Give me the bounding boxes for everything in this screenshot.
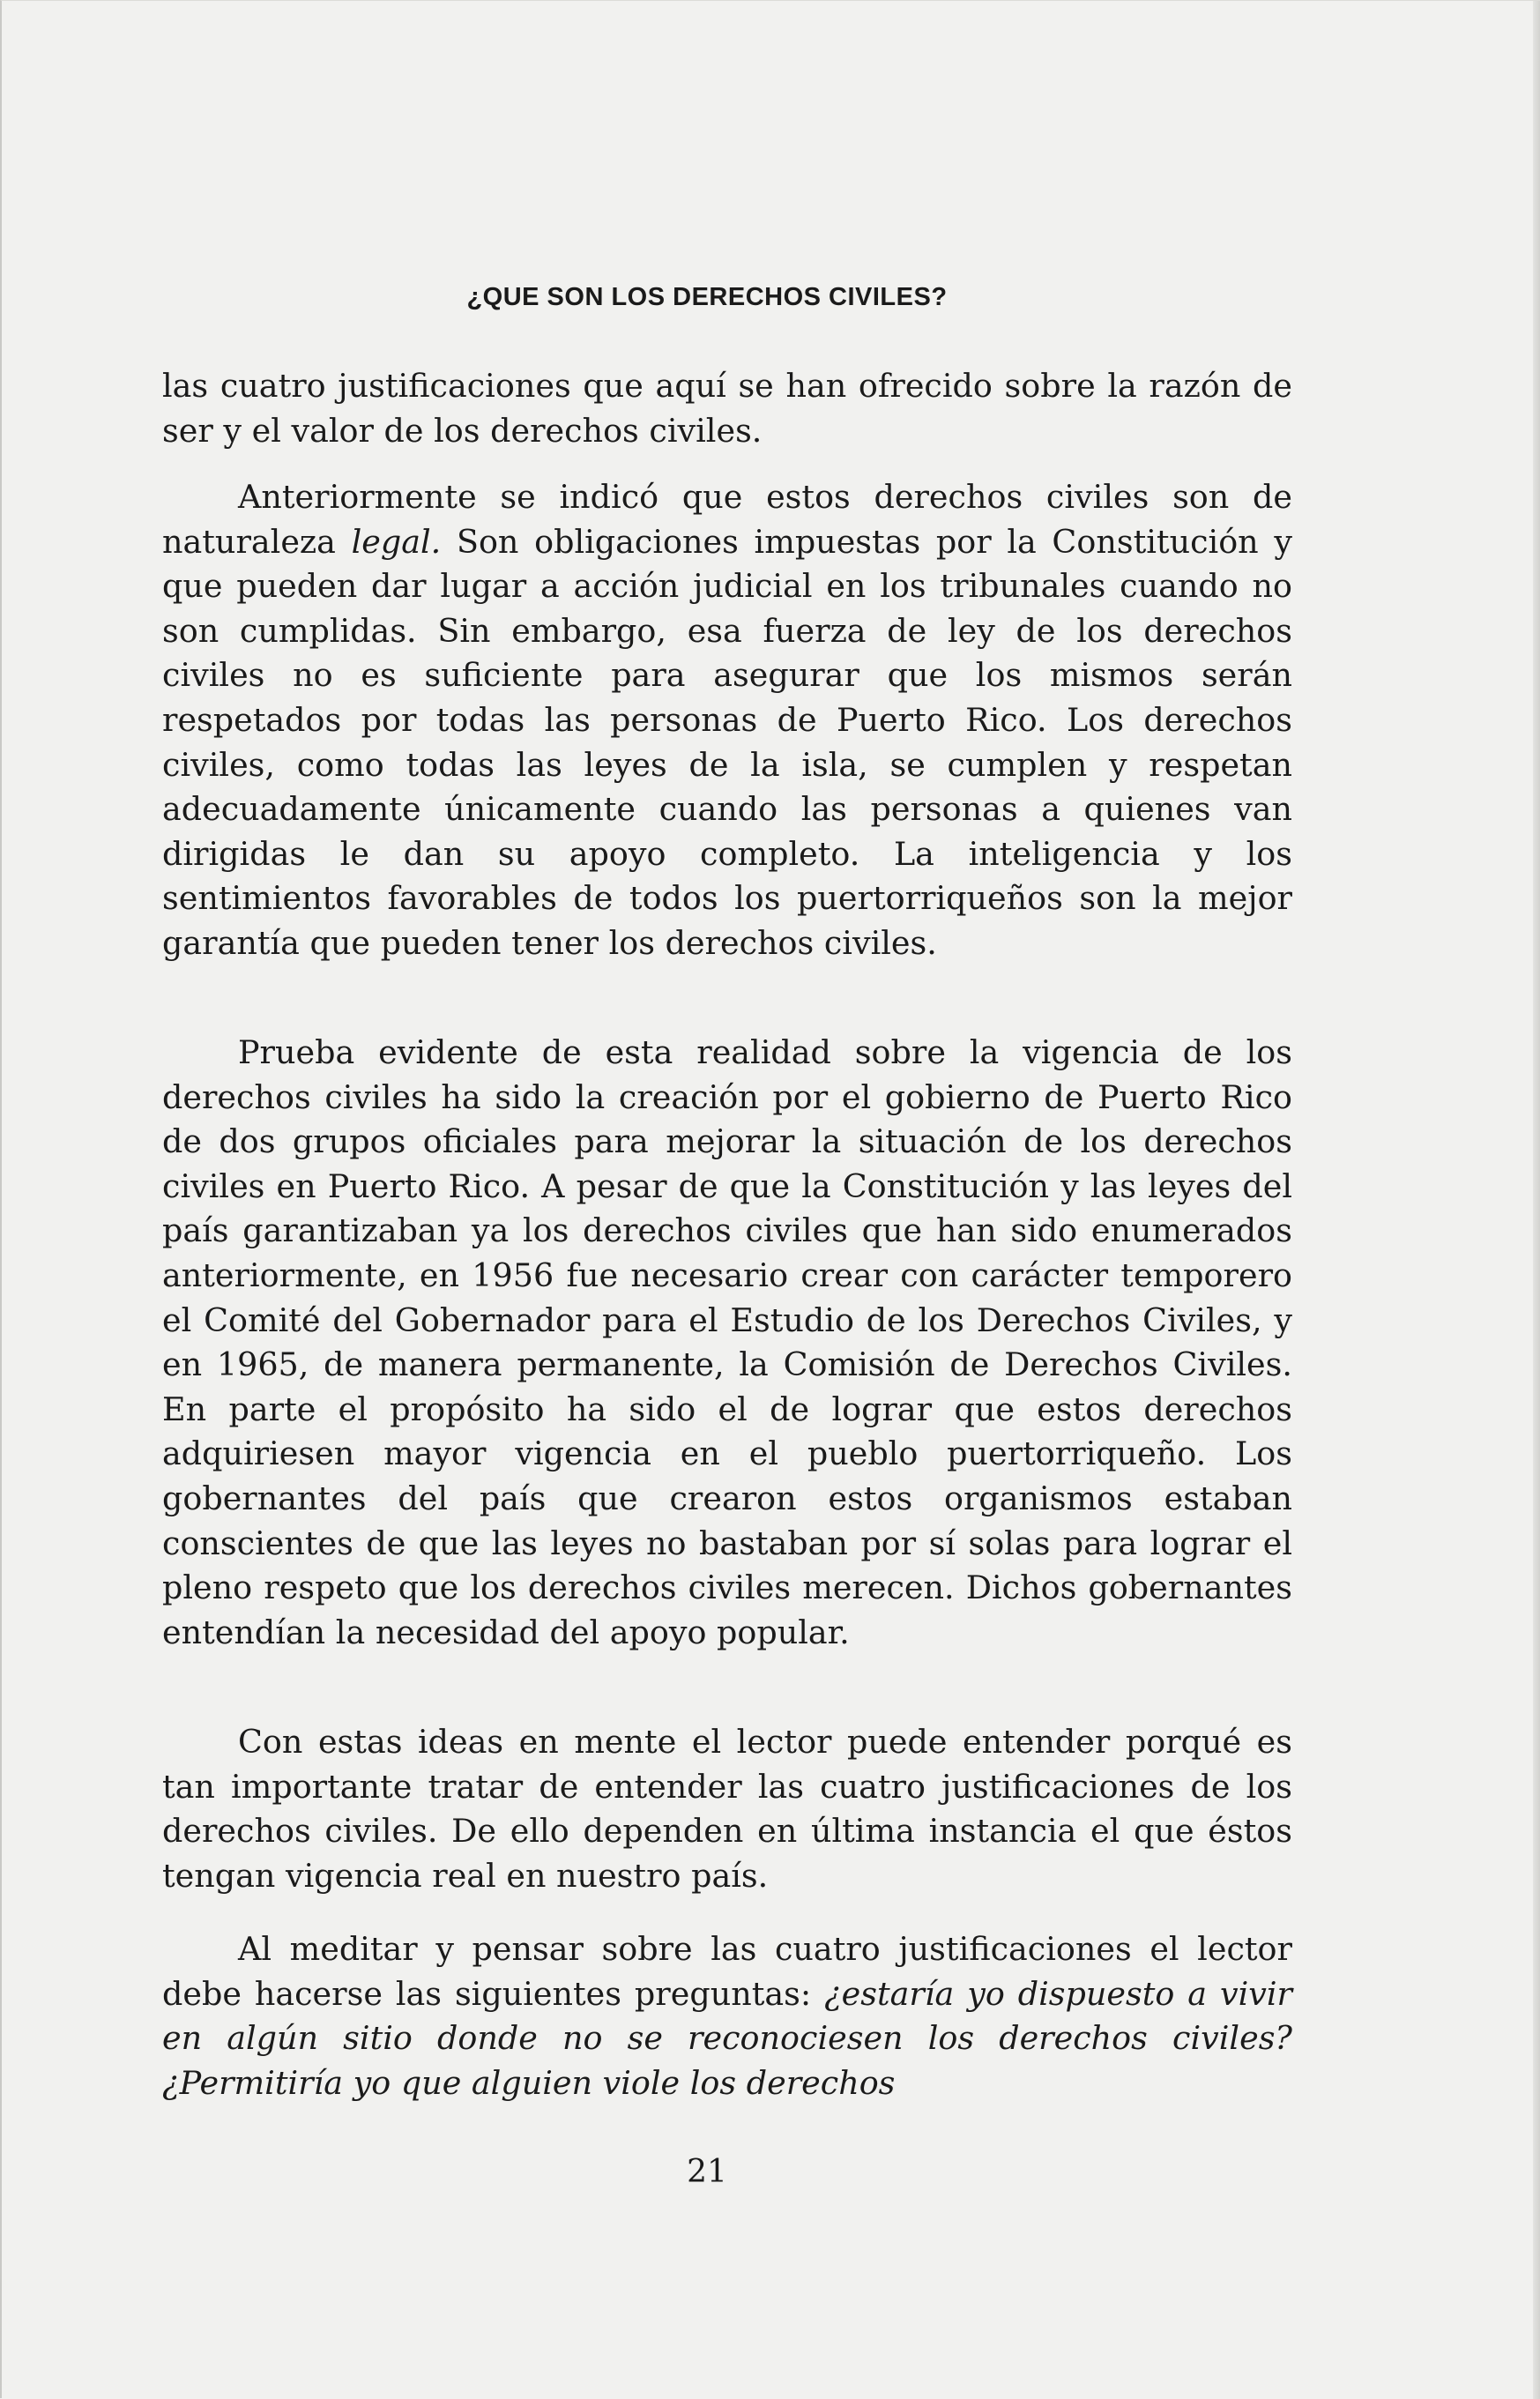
paragraph-2-text-a: Anteriormente se indicó que estos derechos civiles son de naturaleza xyxy=(162,478,1292,561)
paragraph-3-text: Prueba evidente de esta realidad sobre la vigencia de los derechos civiles ha sido la creación por el gobierno de Puerto Rico de dos grupos oficiales para mejorar la situación de los derechos civiles en Puerto Rico. A pesar de que la Constitución y las leyes del país garantizaban ya los derechos civiles que han sido enumerados anteriormente, en 1956 fue necesario crear con carácter temporero el Comité del Gobernador para el Estudio de los Derechos Civiles, y en 1965, de manera permanente, la Comisión de Derechos Civiles. En parte el propósito ha sido el de lograr que estos derechos adquiriesen mayor vigencia en el pueblo puertorriqueño. Los gobernantes del país que crearon estos organismos estaban conscientes de que las leyes no bastaban por sí solas para lograr el pleno respeto que los derechos civiles merecen. Dichos gobernantes entendían la necesidad del apoyo popular. xyxy=(162,1033,1292,1651)
paragraph-1 xyxy=(162,364,1292,453)
paragraph-2-italic: legal. xyxy=(351,522,442,561)
paragraph-4-text: Con estas ideas en mente el lector puede entender porqué es tan importante tratar de entender las cuatro justificaciones de los derechos civiles. De ello dependen en última instancia el que éstos tengan vigencia real en nuestro país. xyxy=(162,1723,1292,1895)
paragraph-5-text: Al meditar y pensar sobre las cuatro justificaciones el lector debe hacerse las siguientes preguntas: xyxy=(162,1930,1292,2013)
paragraph-3 xyxy=(162,1031,1292,1655)
paragraph-2-text-b: Son obligaciones impuestas por la Constitución y que pueden dar lugar a acción judicial en los tribunales cuando no son cumplidas. Sin embargo, esa fuerza de ley de los derechos civiles no es suficiente para asegurar que los mismos serán respetados por todas las personas de Puerto Rico. Los derechos civiles, como todas las leyes de la isla, se cumplen y respetan adecuadamente únicamente cuando las personas a quienes van dirigidas le dan su apoyo completo. La inteligencia y los sentimientos favorables de todos los puertorriqueños son la mejor garantía que pueden tener los derechos civiles. xyxy=(162,522,1292,962)
paragraph-5-italic-questions: ¿estaría yo dispuesto a vivir en algún sitio donde no se reconociesen los derechos civiles? ¿Permitiría yo que alguien viole los derechos xyxy=(162,1974,1292,2102)
paragraph-4 xyxy=(162,1720,1292,1898)
page-edge-shadow xyxy=(1533,1,1540,2399)
paragraph-1-text: las cuatro justificaciones que aquí se han ofrecido sobre la razón de ser y el valor de los derechos civiles. xyxy=(162,367,1292,450)
paragraph-5 xyxy=(162,1927,1292,2105)
paragraph-2 xyxy=(162,475,1292,966)
running-head: ¿QUE SON LOS DERECHOS CIVILES? xyxy=(466,283,948,311)
page-number: 21 xyxy=(687,2154,727,2190)
